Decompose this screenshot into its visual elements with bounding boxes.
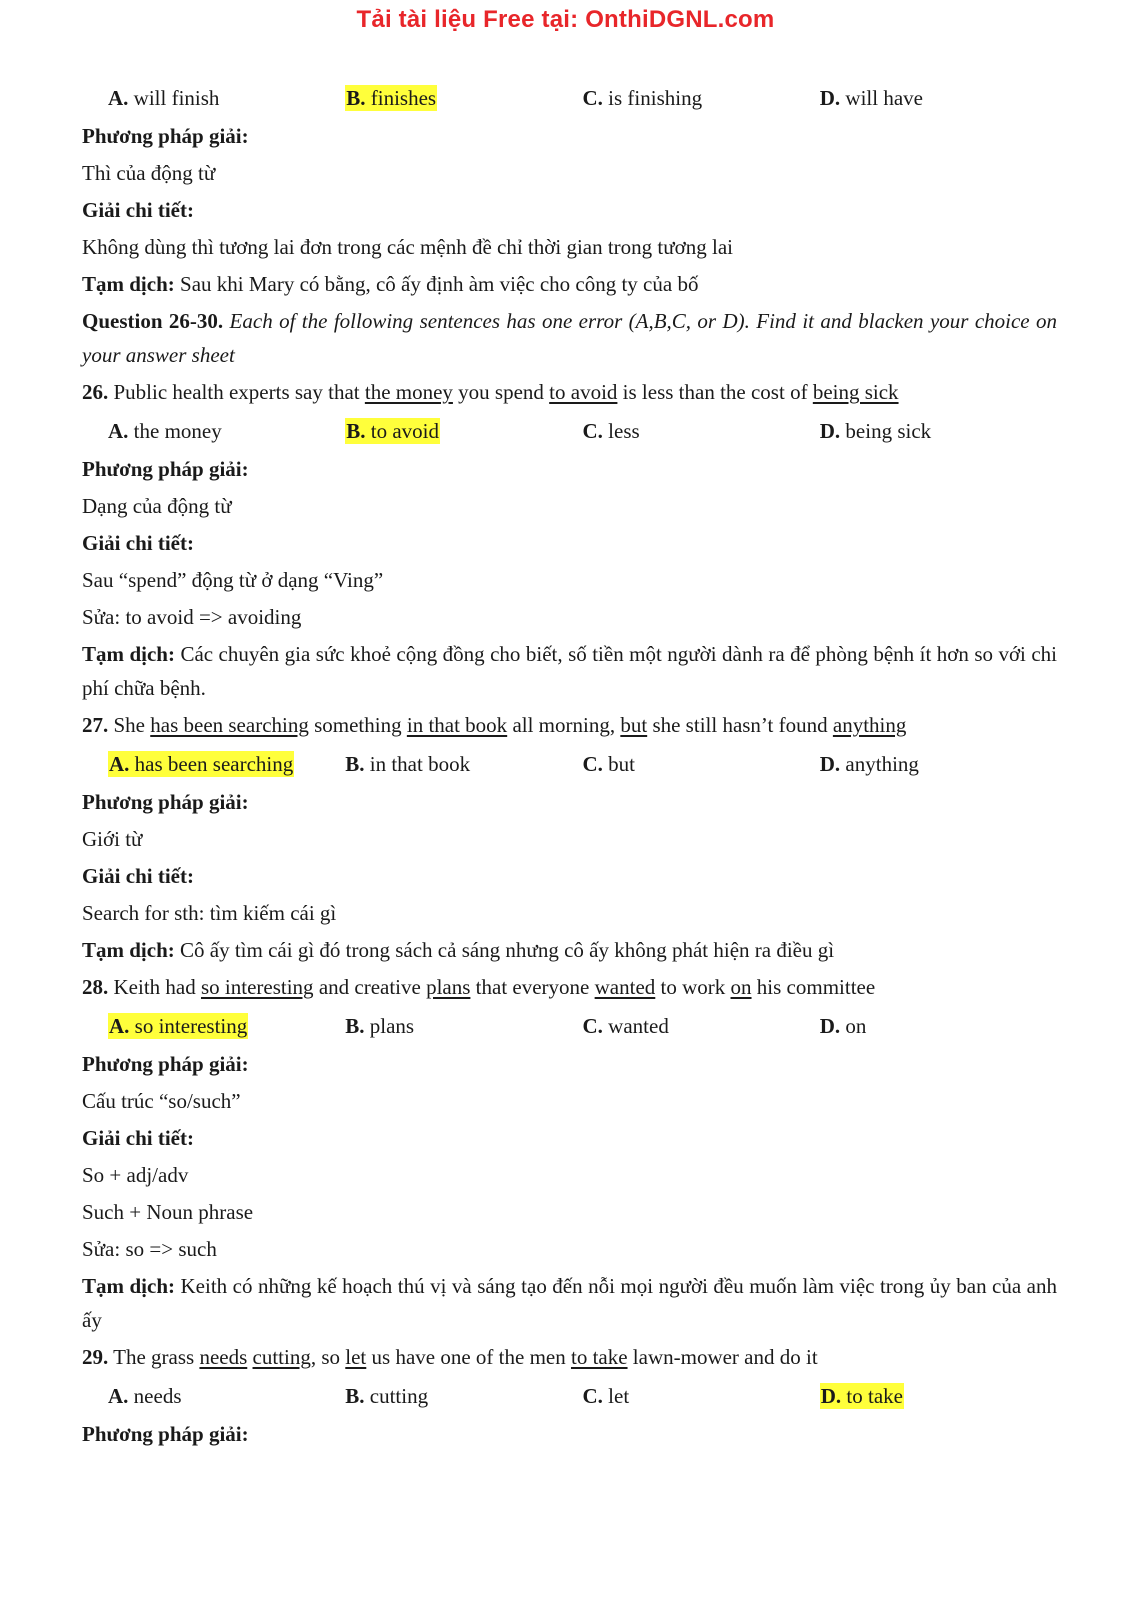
q29-options — [82, 1376, 1057, 1416]
q28-option-b: B. plans — [345, 1013, 415, 1038]
detail-heading: Giải chi tiết: — [82, 531, 194, 555]
detail-text: Sửa: to avoid => avoiding — [82, 605, 302, 629]
detail-text: Sau “spend” động từ ở dạng “Ving” — [82, 568, 384, 592]
q27-question: 27. She has been searching something in that book all morning, but she still hasn’t found anything — [82, 713, 907, 737]
q28-question: 28. Keith had so interesting and creative plans that everyone wanted to work on his committee — [82, 975, 876, 999]
q27-option-d: D. anything — [819, 751, 919, 776]
q26-option-c: C. less — [582, 418, 640, 443]
method-heading: Phương pháp giải: — [82, 124, 249, 148]
q28-option-c: C. wanted — [582, 1013, 669, 1038]
correct-answer-highlight: B. to avoid — [346, 418, 440, 443]
q26-option-d: D. being sick — [819, 418, 932, 443]
q28-option-d: D. on — [819, 1013, 867, 1038]
correct-answer-highlight: D. to take — [820, 1383, 903, 1408]
q27-options — [82, 744, 1057, 784]
q27-option-a — [108, 752, 345, 777]
method-text: Giới từ — [82, 827, 143, 851]
q29-option-b: B. cutting — [345, 1383, 429, 1408]
q28-option-a — [108, 1014, 345, 1039]
correct-answer-highlight: A. has been searching — [109, 751, 294, 776]
correct-answer-highlight: A. so interesting — [109, 1013, 248, 1038]
detail-heading: Giải chi tiết: — [82, 864, 194, 888]
q29-question: 29. The grass needs cutting, so let us have one of the men to take lawn-mower and do it — [82, 1345, 818, 1369]
detail-text: So + adj/adv — [82, 1163, 189, 1187]
detail-text: Không dùng thì tương lai đơn trong các mệnh đề chỉ thời gian trong tương lai — [82, 235, 733, 259]
q25-option-a: A. will finish — [108, 85, 220, 110]
q25-option-b — [345, 86, 582, 111]
section-instruction: Question 26-30. Each of the following sentences has one error (A,B,C, or D). Find it and blacken your choice on your answer sheet — [82, 309, 1058, 367]
translation-line: Tạm dịch: Cô ấy tìm cái gì đó trong sách cả sáng nhưng cô ấy không phát hiện ra điều gì — [82, 938, 835, 962]
q25-option-c: C. is finishing — [582, 85, 703, 110]
method-heading: Phương pháp giải: — [82, 1422, 249, 1446]
q27-option-c: C. but — [582, 751, 636, 776]
correct-answer-highlight: B. finishes — [346, 85, 437, 110]
q29-option-a: A. needs — [108, 1383, 182, 1408]
q26-option-b — [345, 419, 582, 444]
translation-line: Tạm dịch: Sau khi Mary có bằng, cô ấy định àm việc cho công ty của bố — [82, 272, 699, 296]
method-heading: Phương pháp giải: — [82, 457, 249, 481]
method-text: Dạng của động từ — [82, 494, 232, 518]
q29-option-d — [820, 1384, 1057, 1409]
method-heading: Phương pháp giải: — [82, 790, 249, 814]
detail-heading: Giải chi tiết: — [82, 198, 194, 222]
q26-option-a: A. the money — [108, 418, 222, 443]
detail-text: Such + Noun phrase — [82, 1200, 254, 1224]
method-text: Thì của động từ — [82, 161, 216, 185]
document-page — [82, 78, 1057, 1453]
q25-option-d: D. will have — [819, 85, 923, 110]
detail-text: Sửa: so => such — [82, 1237, 217, 1261]
q26-question: 26. Public health experts say that the money you spend to avoid is less than the cost of being sick — [82, 380, 899, 404]
translation-line: Tạm dịch: Các chuyên gia sức khoẻ cộng đồng cho biết, số tiền một người dành ra để phòng bệnh ít hơn so với chi phí chữa bệnh. — [82, 642, 1057, 700]
q27-option-b: B. in that book — [345, 751, 471, 776]
method-heading: Phương pháp giải: — [82, 1052, 249, 1076]
q28-options — [82, 1006, 1057, 1046]
method-text: Cấu trúc “so/such” — [82, 1089, 241, 1113]
q29-option-c: C. let — [582, 1383, 630, 1408]
detail-heading: Giải chi tiết: — [82, 1126, 194, 1150]
q26-options — [82, 411, 1057, 451]
translation-line: Tạm dịch: Keith có những kế hoạch thú vị và sáng tạo đến nỗi mọi người đều muốn làm việc trong ủy ban của anh ấy — [82, 1274, 1058, 1332]
detail-text: Search for sth: tìm kiếm cái gì — [82, 901, 337, 925]
q25-options — [82, 78, 1057, 118]
site-banner[interactable]: Tải tài liệu Free tại: OnthiDGNL.com — [356, 6, 775, 33]
